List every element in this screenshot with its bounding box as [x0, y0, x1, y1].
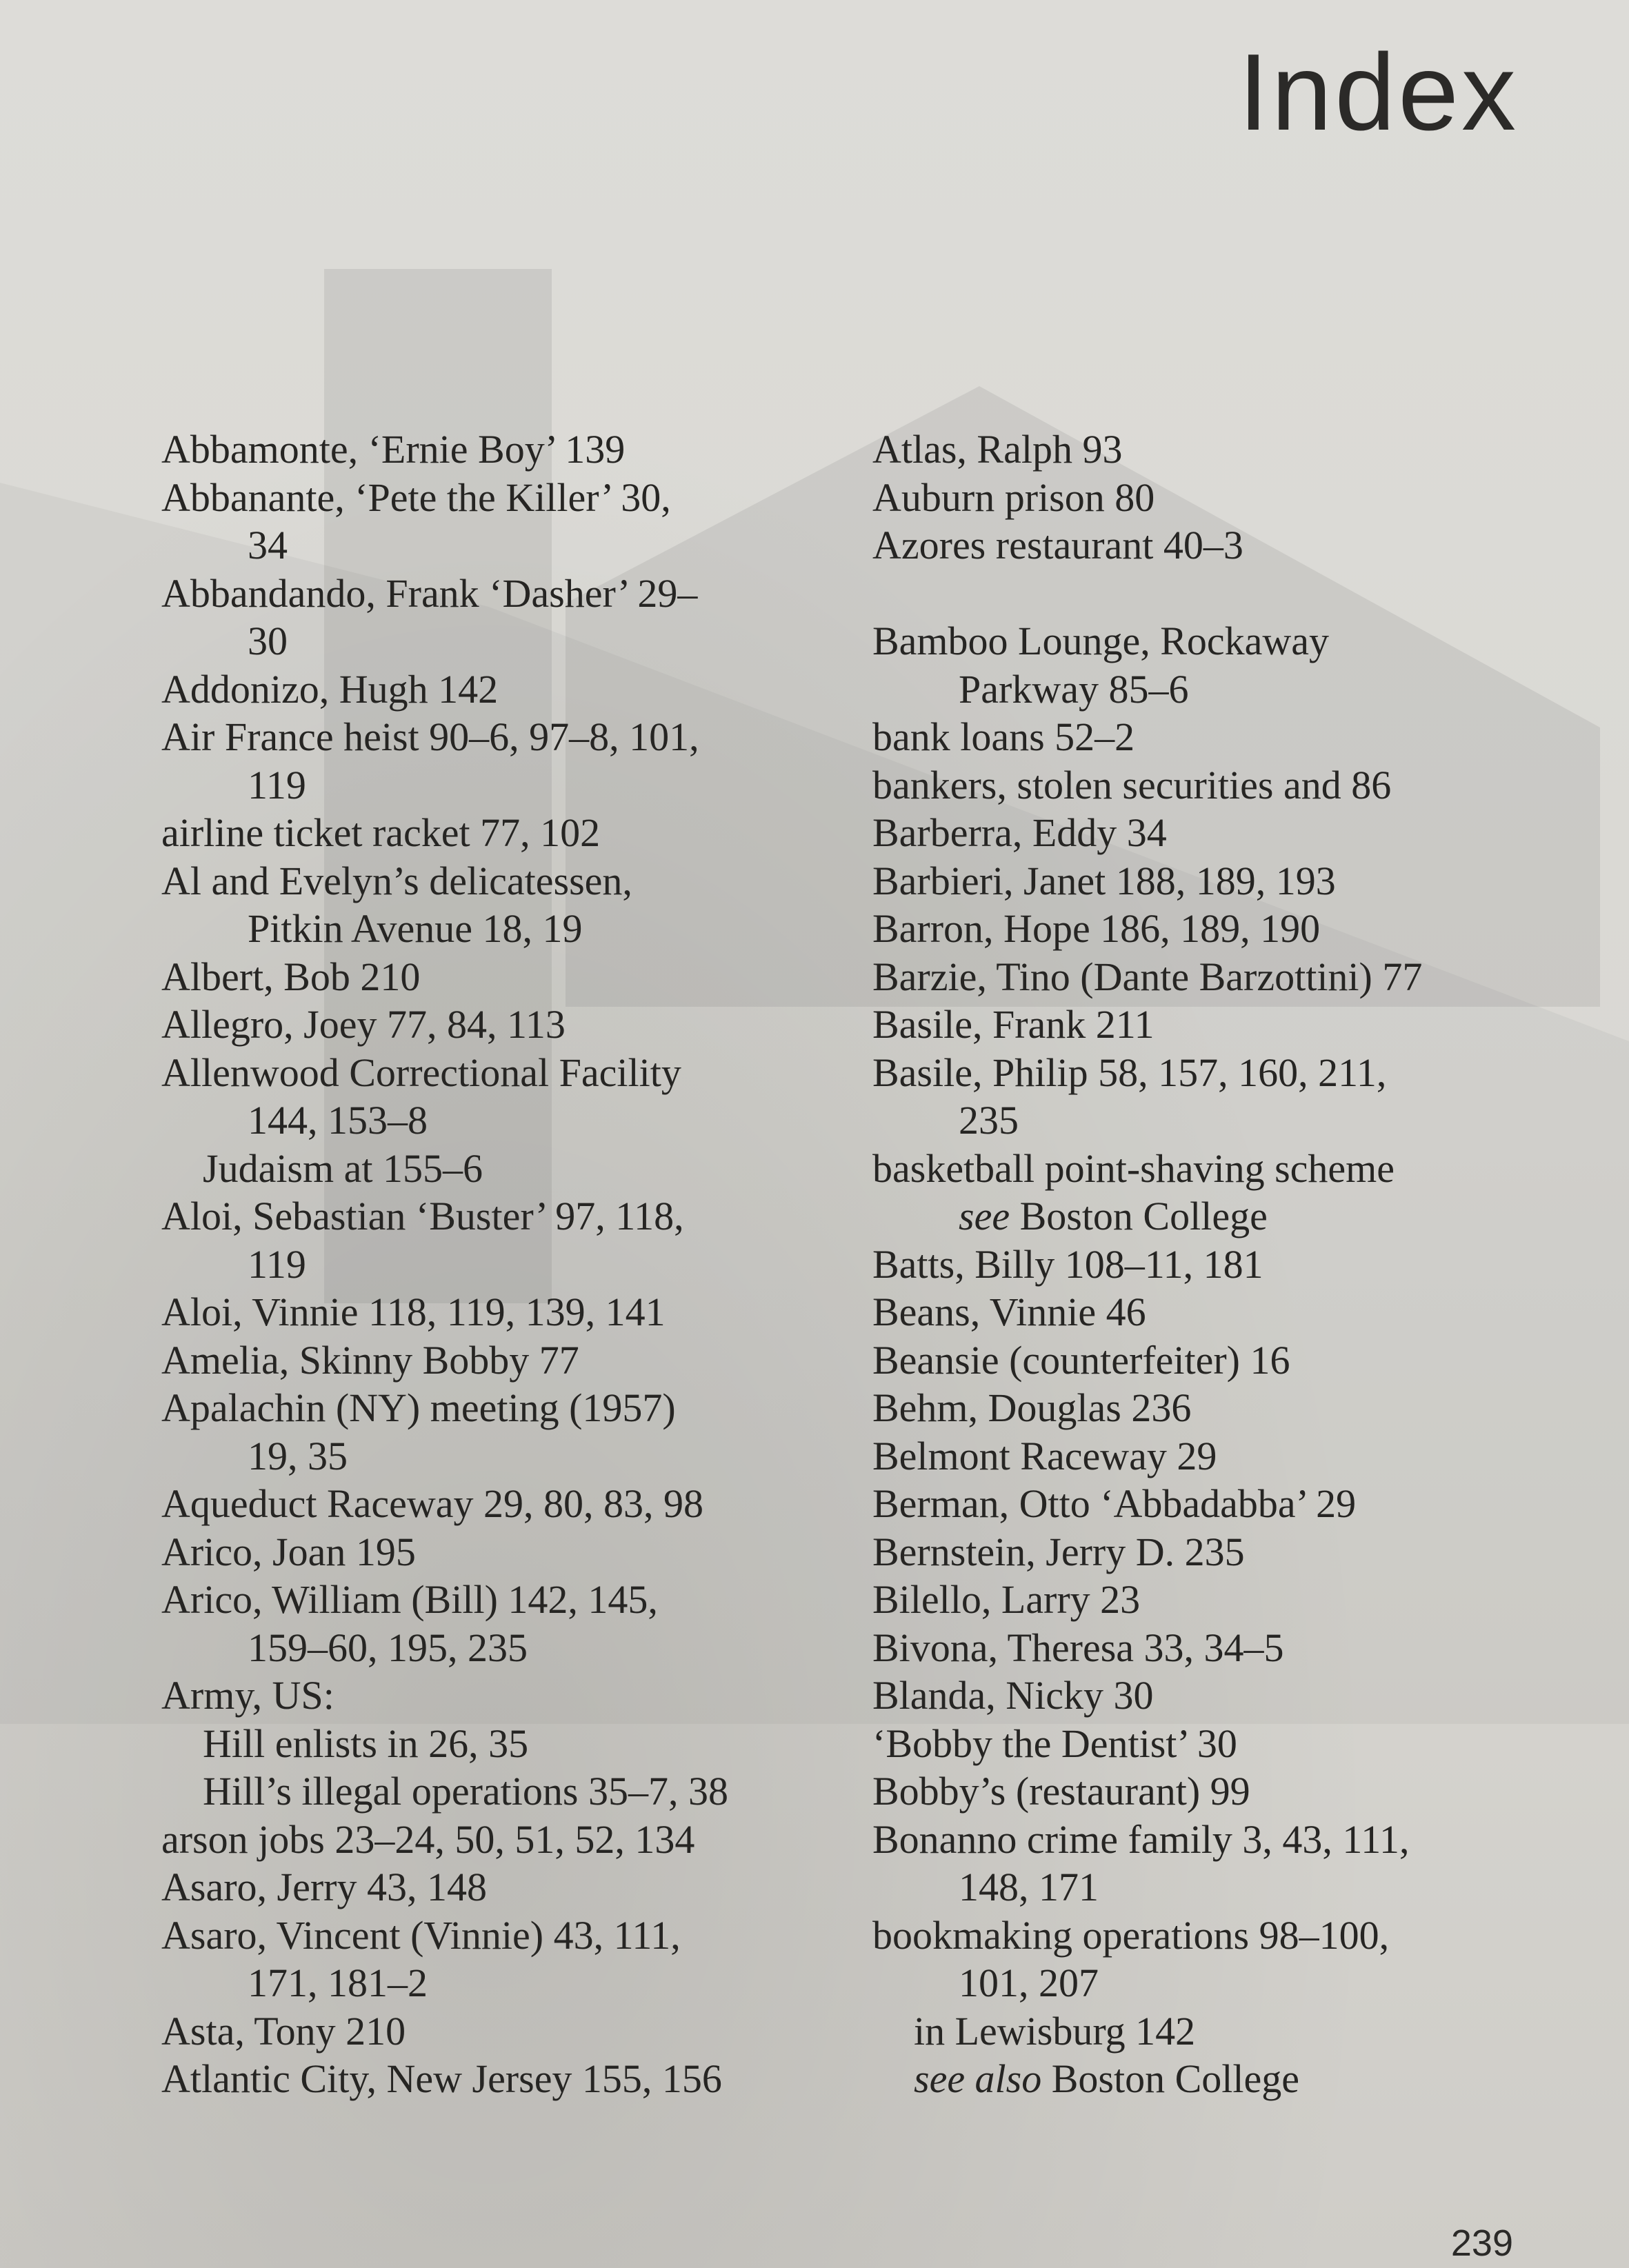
- entry-text: Army, US:: [161, 1673, 334, 1718]
- index-entry: [872, 1767, 1562, 1816]
- entry-text: Asta, Tony 210: [161, 2008, 406, 2054]
- index-entry: [872, 1145, 1562, 1241]
- entry-text: bankers, stolen securities and 86: [872, 762, 1392, 807]
- index-subentry: [161, 1720, 858, 1768]
- entry-text: Abbandando, Frank ‘Dasher’ 29–: [161, 570, 698, 616]
- entry-text: Bernstein, Jerry D. 235: [872, 1529, 1245, 1574]
- entry-text: Bamboo Lounge, Rockaway: [872, 619, 1330, 663]
- entry-text: Bilello, Larry 23: [872, 1577, 1141, 1622]
- entry-text: Blanda, Nicky 30: [872, 1673, 1154, 1718]
- entry-continuation: 159–60, 195, 235: [248, 1625, 528, 1670]
- index-entry: [161, 1336, 858, 1385]
- entry-continuation: 34: [248, 523, 288, 568]
- index-subentry: [872, 2055, 1562, 2103]
- entry-text: Azores restaurant 40–3: [872, 523, 1243, 568]
- entry-text: Abbanante, ‘Pete the Killer’ 30,: [161, 474, 671, 520]
- index-entry: [161, 1288, 858, 1336]
- index-entry: [872, 905, 1562, 953]
- index-entry: [161, 1911, 858, 2007]
- entry-continuation: 30: [248, 619, 288, 663]
- entry-text: Beans, Vinnie 46: [872, 1289, 1146, 1334]
- entry-text: Addonizo, Hugh 142: [161, 666, 499, 712]
- entry-text: Allegro, Joey 77, 84, 113: [161, 1002, 566, 1047]
- index-entry: [161, 425, 858, 474]
- entry-text: Aqueduct Raceway 29, 80, 83, 98: [161, 1481, 704, 1526]
- page-title: Index: [1238, 32, 1519, 153]
- index-entry: [872, 617, 1562, 713]
- index-subentry: [872, 2007, 1562, 2056]
- index-entry: [872, 761, 1562, 810]
- index-entry: [872, 1528, 1562, 1576]
- index-entry: [872, 1576, 1562, 1624]
- entry-text: Hill’s illegal operations 35–7, 38: [203, 1769, 728, 1814]
- entry-text: bookmaking operations 98–100,: [872, 1912, 1390, 1958]
- entry-text: Behm, Douglas 236: [872, 1385, 1192, 1430]
- entry-continuation: Parkway 85–6: [959, 666, 1189, 712]
- index-entry: [161, 713, 858, 809]
- index-entry: [872, 1241, 1562, 1289]
- entry-text: ‘Bobby the Dentist’ 30: [872, 1720, 1237, 1766]
- index-entry: [872, 1001, 1562, 1049]
- entry-text: Boston College: [1041, 2056, 1300, 2101]
- index-subentry: [161, 1767, 858, 1816]
- entry-text: Bobby’s (restaurant) 99: [872, 1769, 1250, 1814]
- entry-continuation: 171, 181–2: [248, 1960, 428, 2005]
- index-entry: [161, 1192, 858, 1288]
- entry-text: Aloi, Sebastian ‘Buster’ 97, 118,: [161, 1194, 684, 1238]
- index-entry: [872, 1432, 1562, 1481]
- index-entry: [161, 809, 858, 857]
- index-entry: [161, 1049, 858, 1145]
- index-entry: [872, 1720, 1562, 1768]
- index-entry: [872, 1624, 1562, 1672]
- entry-text: Bonanno crime family 3, 43, 111,: [872, 1816, 1410, 1862]
- entry-text: Batts, Billy 108–11, 181: [872, 1241, 1263, 1287]
- entry-text: Beansie (counterfeiter) 16: [872, 1337, 1290, 1383]
- entry-continuation: 235: [959, 1098, 1019, 1143]
- entry-text: Air France heist 90–6, 97–8, 101,: [161, 714, 699, 759]
- index-subentry: [161, 1145, 858, 1193]
- index-entry: [872, 1336, 1562, 1385]
- index-column-right: [872, 425, 1562, 2103]
- entry-text: Barberra, Eddy 34: [872, 810, 1167, 855]
- entry-text: basketball point-shaving scheme: [872, 1145, 1395, 1191]
- index-entry: [161, 953, 858, 1001]
- index-entry: [161, 1576, 858, 1672]
- entry-text: Allenwood Correctional Facility: [161, 1050, 681, 1095]
- entry-text: Arico, William (Bill) 142, 145,: [161, 1577, 658, 1622]
- index-entry: [161, 665, 858, 714]
- entry-text: Atlantic City, New Jersey 155, 156: [161, 2056, 722, 2101]
- entry-continuation: 148, 171: [959, 1865, 1099, 1909]
- entry-text: Abbamonte, ‘Ernie Boy’ 139: [161, 427, 626, 472]
- entry-continuation: Boston College: [1010, 1194, 1268, 1238]
- entry-text: Asaro, Vincent (Vinnie) 43, 111,: [161, 1912, 681, 1958]
- index-entry: [872, 953, 1562, 1001]
- entry-continuation: 101, 207: [959, 1960, 1099, 2005]
- index-entry: [161, 1672, 858, 1720]
- entry-text: in Lewisburg 142: [914, 2008, 1196, 2054]
- entry-text: Atlas, Ralph 93: [872, 427, 1123, 472]
- index-entry: [872, 1816, 1562, 1911]
- index-entry: [872, 521, 1562, 570]
- entry-text: Barron, Hope 186, 189, 190: [872, 906, 1321, 951]
- entry-text: arson jobs 23–24, 50, 51, 52, 134: [161, 1816, 695, 1862]
- entry-continuation: Pitkin Avenue 18, 19: [248, 906, 583, 951]
- index-column-left: [161, 425, 858, 2103]
- index-entry: [872, 809, 1562, 857]
- index-entry: [161, 1384, 858, 1480]
- entry-text: Amelia, Skinny Bobby 77: [161, 1337, 579, 1383]
- entry-text: Albert, Bob 210: [161, 954, 421, 999]
- entry-text: Basile, Frank 211: [872, 1002, 1155, 1047]
- index-entry: [161, 474, 858, 570]
- index-entry: [872, 1672, 1562, 1720]
- index-entry: [161, 857, 858, 953]
- entry-continuation: 119: [248, 1241, 306, 1287]
- index-entry: [161, 1816, 858, 1864]
- entry-text: Bivona, Theresa 33, 34–5: [872, 1625, 1284, 1670]
- index-entry: [872, 857, 1562, 905]
- index-entry: [872, 474, 1562, 522]
- index-entry: [161, 1863, 858, 1911]
- index-entry: [161, 1480, 858, 1528]
- page-number: 239: [1450, 2222, 1513, 2264]
- entry-text: Auburn prison 80: [872, 474, 1155, 520]
- cross-reference-label: see also: [914, 2056, 1042, 2101]
- entry-text: airline ticket racket 77, 102: [161, 810, 601, 855]
- entry-text: Hill enlists in 26, 35: [203, 1720, 529, 1766]
- entry-text: Apalachin (NY) meeting (1957): [161, 1385, 676, 1430]
- entry-text: Arico, Joan 195: [161, 1529, 416, 1574]
- entry-text: Asaro, Jerry 43, 148: [161, 1865, 487, 1909]
- entry-text: Judaism at 155–6: [203, 1145, 483, 1191]
- index-entry: [872, 1480, 1562, 1528]
- index-entry: [872, 713, 1562, 761]
- index-entry: [161, 1001, 858, 1049]
- entry-continuation: 19, 35: [248, 1433, 348, 1478]
- index-entry: [161, 2007, 858, 2056]
- entry-text: Barzie, Tino (Dante Barzottini) 77: [872, 954, 1423, 999]
- index-entry: [872, 425, 1562, 474]
- entry-text: Belmont Raceway 29: [872, 1433, 1217, 1478]
- index-entry: [872, 1384, 1562, 1432]
- index-entry: [872, 1288, 1562, 1336]
- entry-continuation: 144, 153–8: [248, 1098, 428, 1143]
- index-entry: [161, 570, 858, 665]
- entry-text: Basile, Philip 58, 157, 160, 211,: [872, 1050, 1387, 1095]
- index-entry: [872, 1049, 1562, 1145]
- entry-text: bank loans 52–2: [872, 714, 1135, 759]
- index-entry: [161, 1528, 858, 1576]
- entry-text: Aloi, Vinnie 118, 119, 139, 141: [161, 1289, 666, 1334]
- entry-text: Al and Evelyn’s delicatessen,: [161, 858, 632, 903]
- cross-reference-label: see: [959, 1194, 1010, 1238]
- index-entry: [872, 1911, 1562, 2007]
- entry-text: Berman, Otto ‘Abbadabba’ 29: [872, 1481, 1357, 1526]
- index-entry: [161, 2055, 858, 2103]
- entry-continuation: 119: [248, 762, 306, 807]
- entry-text: Barbieri, Janet 188, 189, 193: [872, 858, 1336, 903]
